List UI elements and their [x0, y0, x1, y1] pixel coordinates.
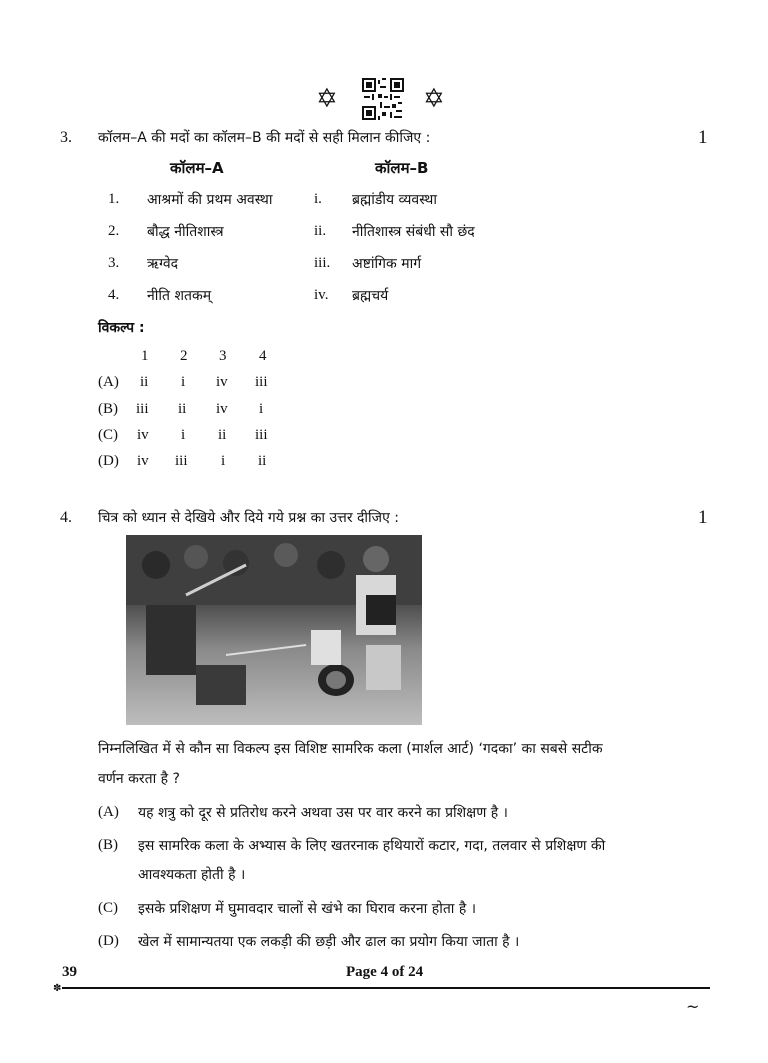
col-a-num-1: 1. — [108, 191, 120, 207]
footer-rule — [62, 987, 710, 989]
col-a-item-1: आश्रमों की प्रथम अवस्था — [147, 192, 273, 208]
q3-text: कॉलम–A की मदों का कॉलम–B की मदों से सही मिलान कीजिए : — [98, 130, 431, 146]
footer-ornament-icon: ✽ — [53, 983, 62, 994]
q4-option-d-label: (D) — [98, 933, 119, 949]
footer-code: 39 — [62, 964, 77, 980]
option-b-value: i — [259, 401, 264, 417]
q4-question-line2: वर्णन करता है ? — [98, 771, 180, 787]
option-c-label: (C) — [98, 427, 118, 443]
option-header-4: 4 — [259, 348, 267, 364]
col-a-num-3: 3. — [108, 255, 120, 271]
gatka-photo — [126, 535, 422, 725]
option-a-value: ii — [140, 374, 149, 390]
option-a-label: (A) — [98, 374, 119, 390]
option-c-value: ii — [218, 427, 227, 443]
col-a-item-2: बौद्ध नीतिशास्त्र — [147, 224, 224, 240]
option-d-value: ii — [258, 453, 267, 469]
option-header-3: 3 — [219, 348, 227, 364]
option-d-label: (D) — [98, 453, 119, 469]
q4-option-a-text: यह शत्रु को दूर से प्रतिरोध करने अथवा उस पर वार करने का प्रशिक्षण है । — [138, 805, 508, 821]
q4-option-b-text-cont: आवश्यकता होती है । — [138, 867, 246, 883]
q4-option-b-text: इस सामरिक कला के अभ्यास के लिए खतरनाक हथियारों कटार, गदा, तलवार से प्रशिक्षण की — [138, 838, 606, 854]
option-d-value: i — [221, 453, 226, 469]
col-b-heading: कॉलम–B — [375, 159, 429, 177]
col-b-item-3: अष्टांगिक मार्ग — [352, 256, 422, 272]
qr-code-icon — [362, 78, 404, 120]
col-b-item-1: ब्रह्मांडीय व्यवस्था — [352, 192, 437, 208]
option-b-value: ii — [178, 401, 187, 417]
col-a-num-4: 4. — [108, 287, 120, 303]
q4-option-a-label: (A) — [98, 804, 119, 820]
option-a-value: iv — [216, 374, 228, 390]
option-c-value: i — [181, 427, 186, 443]
q4-option-c-label: (C) — [98, 900, 118, 916]
q3-marks: 1 — [698, 127, 708, 148]
option-c-value: iii — [255, 427, 268, 443]
option-d-value: iv — [137, 453, 149, 469]
option-header-1: 1 — [141, 348, 149, 364]
col-b-item-2: नीतिशास्त्र संबंधी सौ छंद — [352, 224, 475, 240]
q3-number: 3. — [60, 129, 72, 146]
q4-option-c-text: इसके प्रशिक्षण में घुमावदार चालों से खंभे का घिराव करना होता है । — [138, 901, 477, 917]
col-b-num-3: iii. — [314, 255, 331, 271]
option-b-value: iii — [136, 401, 149, 417]
footer-page: Page 4 of 24 — [346, 964, 424, 980]
corner-mark: ~ — [686, 997, 700, 1016]
options-label: विकल्प : — [98, 320, 145, 336]
option-b-label: (B) — [98, 401, 118, 417]
q4-number: 4. — [60, 509, 72, 526]
option-c-value: iv — [137, 427, 149, 443]
option-a-value: iii — [255, 374, 268, 390]
q4-option-b-label: (B) — [98, 837, 118, 853]
col-b-num-1: i. — [314, 191, 322, 207]
option-d-value: iii — [175, 453, 188, 469]
q4-option-d-text: खेल में सामान्यतया एक लकड़ी की छड़ी और ढाल का प्रयोग किया जाता है । — [138, 934, 520, 950]
col-b-item-4: ब्रह्मचर्य — [352, 288, 389, 304]
col-a-heading: कॉलम–A — [170, 159, 224, 177]
star-right-icon: ✡ — [423, 84, 445, 114]
q4-text: चित्र को ध्यान से देखिये और दिये गये प्रश्न का उत्तर दीजिए : — [98, 510, 399, 526]
col-a-item-4: नीति शतकम् — [147, 288, 212, 304]
option-a-value: i — [181, 374, 186, 390]
col-b-num-2: ii. — [314, 223, 327, 239]
option-b-value: iv — [216, 401, 228, 417]
col-b-num-4: iv. — [314, 287, 329, 303]
col-a-num-2: 2. — [108, 223, 120, 239]
option-header-2: 2 — [180, 348, 188, 364]
q4-marks: 1 — [698, 507, 708, 528]
q4-question-line1: निम्नलिखित में से कौन सा विकल्प इस विशिष्ट सामरिक कला (मार्शल आर्ट) ‘गदका’ का सबसे सटीक — [98, 741, 603, 757]
star-left-icon: ✡ — [316, 84, 338, 114]
col-a-item-3: ऋग्वेद — [147, 256, 179, 272]
